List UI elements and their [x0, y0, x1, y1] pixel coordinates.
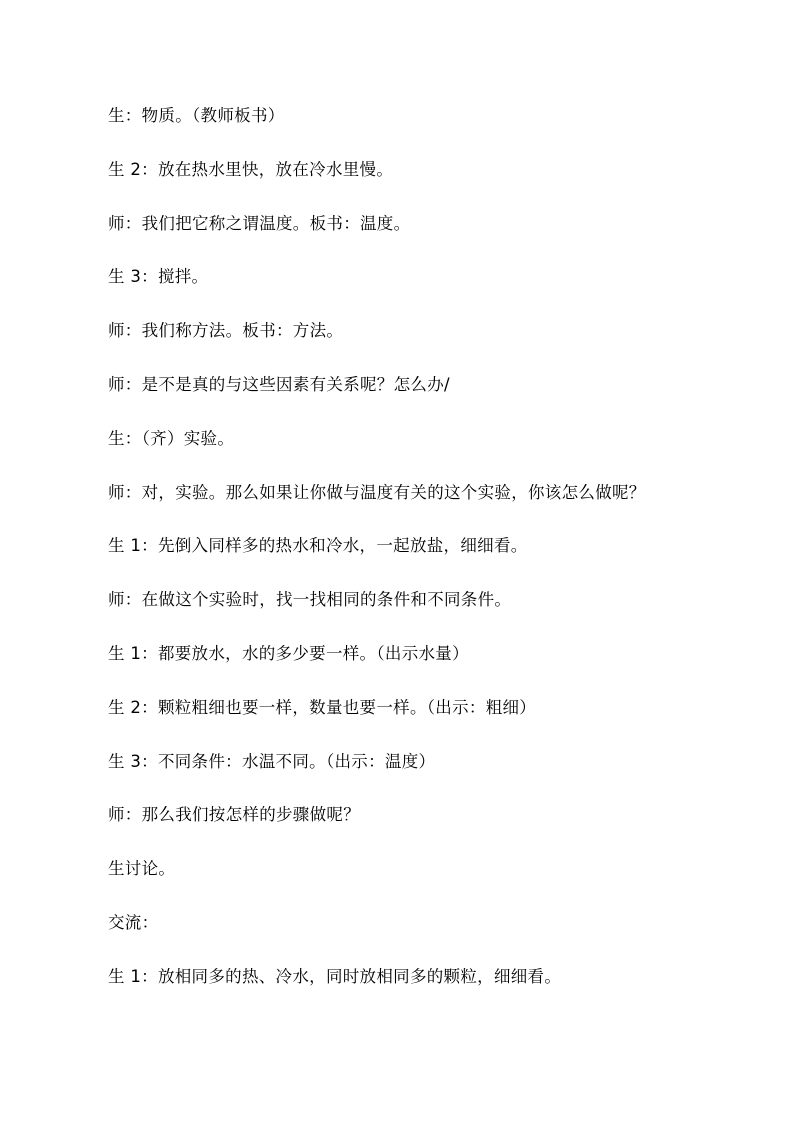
dialogue-line: 生：（齐）实验。: [108, 428, 235, 448]
dialogue-line: 生 1：先倒入同样多的热水和冷水，一起放盐，细细看。: [108, 536, 528, 556]
dialogue-line: 交流：: [108, 912, 159, 932]
dialogue-line: 师：那么我们按怎样的步骤做呢？: [108, 805, 360, 825]
dialogue-line: 师：对，实验。那么如果让你做与温度有关的这个实验，你该怎么做呢？: [108, 482, 646, 502]
dialogue-line: 生讨论。: [108, 859, 176, 879]
dialogue-line: 师：是不是真的与这些因素有关系呢？怎么办/: [108, 374, 450, 394]
dialogue-line: 生 2：颗粒粗细也要一样，数量也要一样。（出示：粗细）: [108, 697, 537, 717]
dialogue-line: 生：物质。（教师板书）: [108, 106, 285, 125]
dialogue-line: 师：在做这个实验时，找一找相同的条件和不同条件。: [108, 590, 512, 610]
dialogue-line: 师：我们称方法。板书：方法。: [108, 321, 344, 341]
dialogue-line: 生 3：搅拌。: [108, 267, 209, 287]
dialogue-line: 生 3：不同条件：水温不同。（出示：温度）: [108, 751, 436, 771]
dialogue-line: 生 1：放相同多的热、冷水，同时放相同多的颗粒，细细看。: [108, 966, 562, 986]
dialogue-line: 生 1：都要放水，水的多少要一样。（出示水量）: [108, 643, 469, 663]
dialogue-lines: [108, 104, 748, 1019]
dialogue-line: 生 2：放在热水里快，放在冷水里慢。: [108, 159, 394, 179]
dialogue-line: 师：我们把它称之谓温度。板书：温度。: [108, 213, 411, 233]
